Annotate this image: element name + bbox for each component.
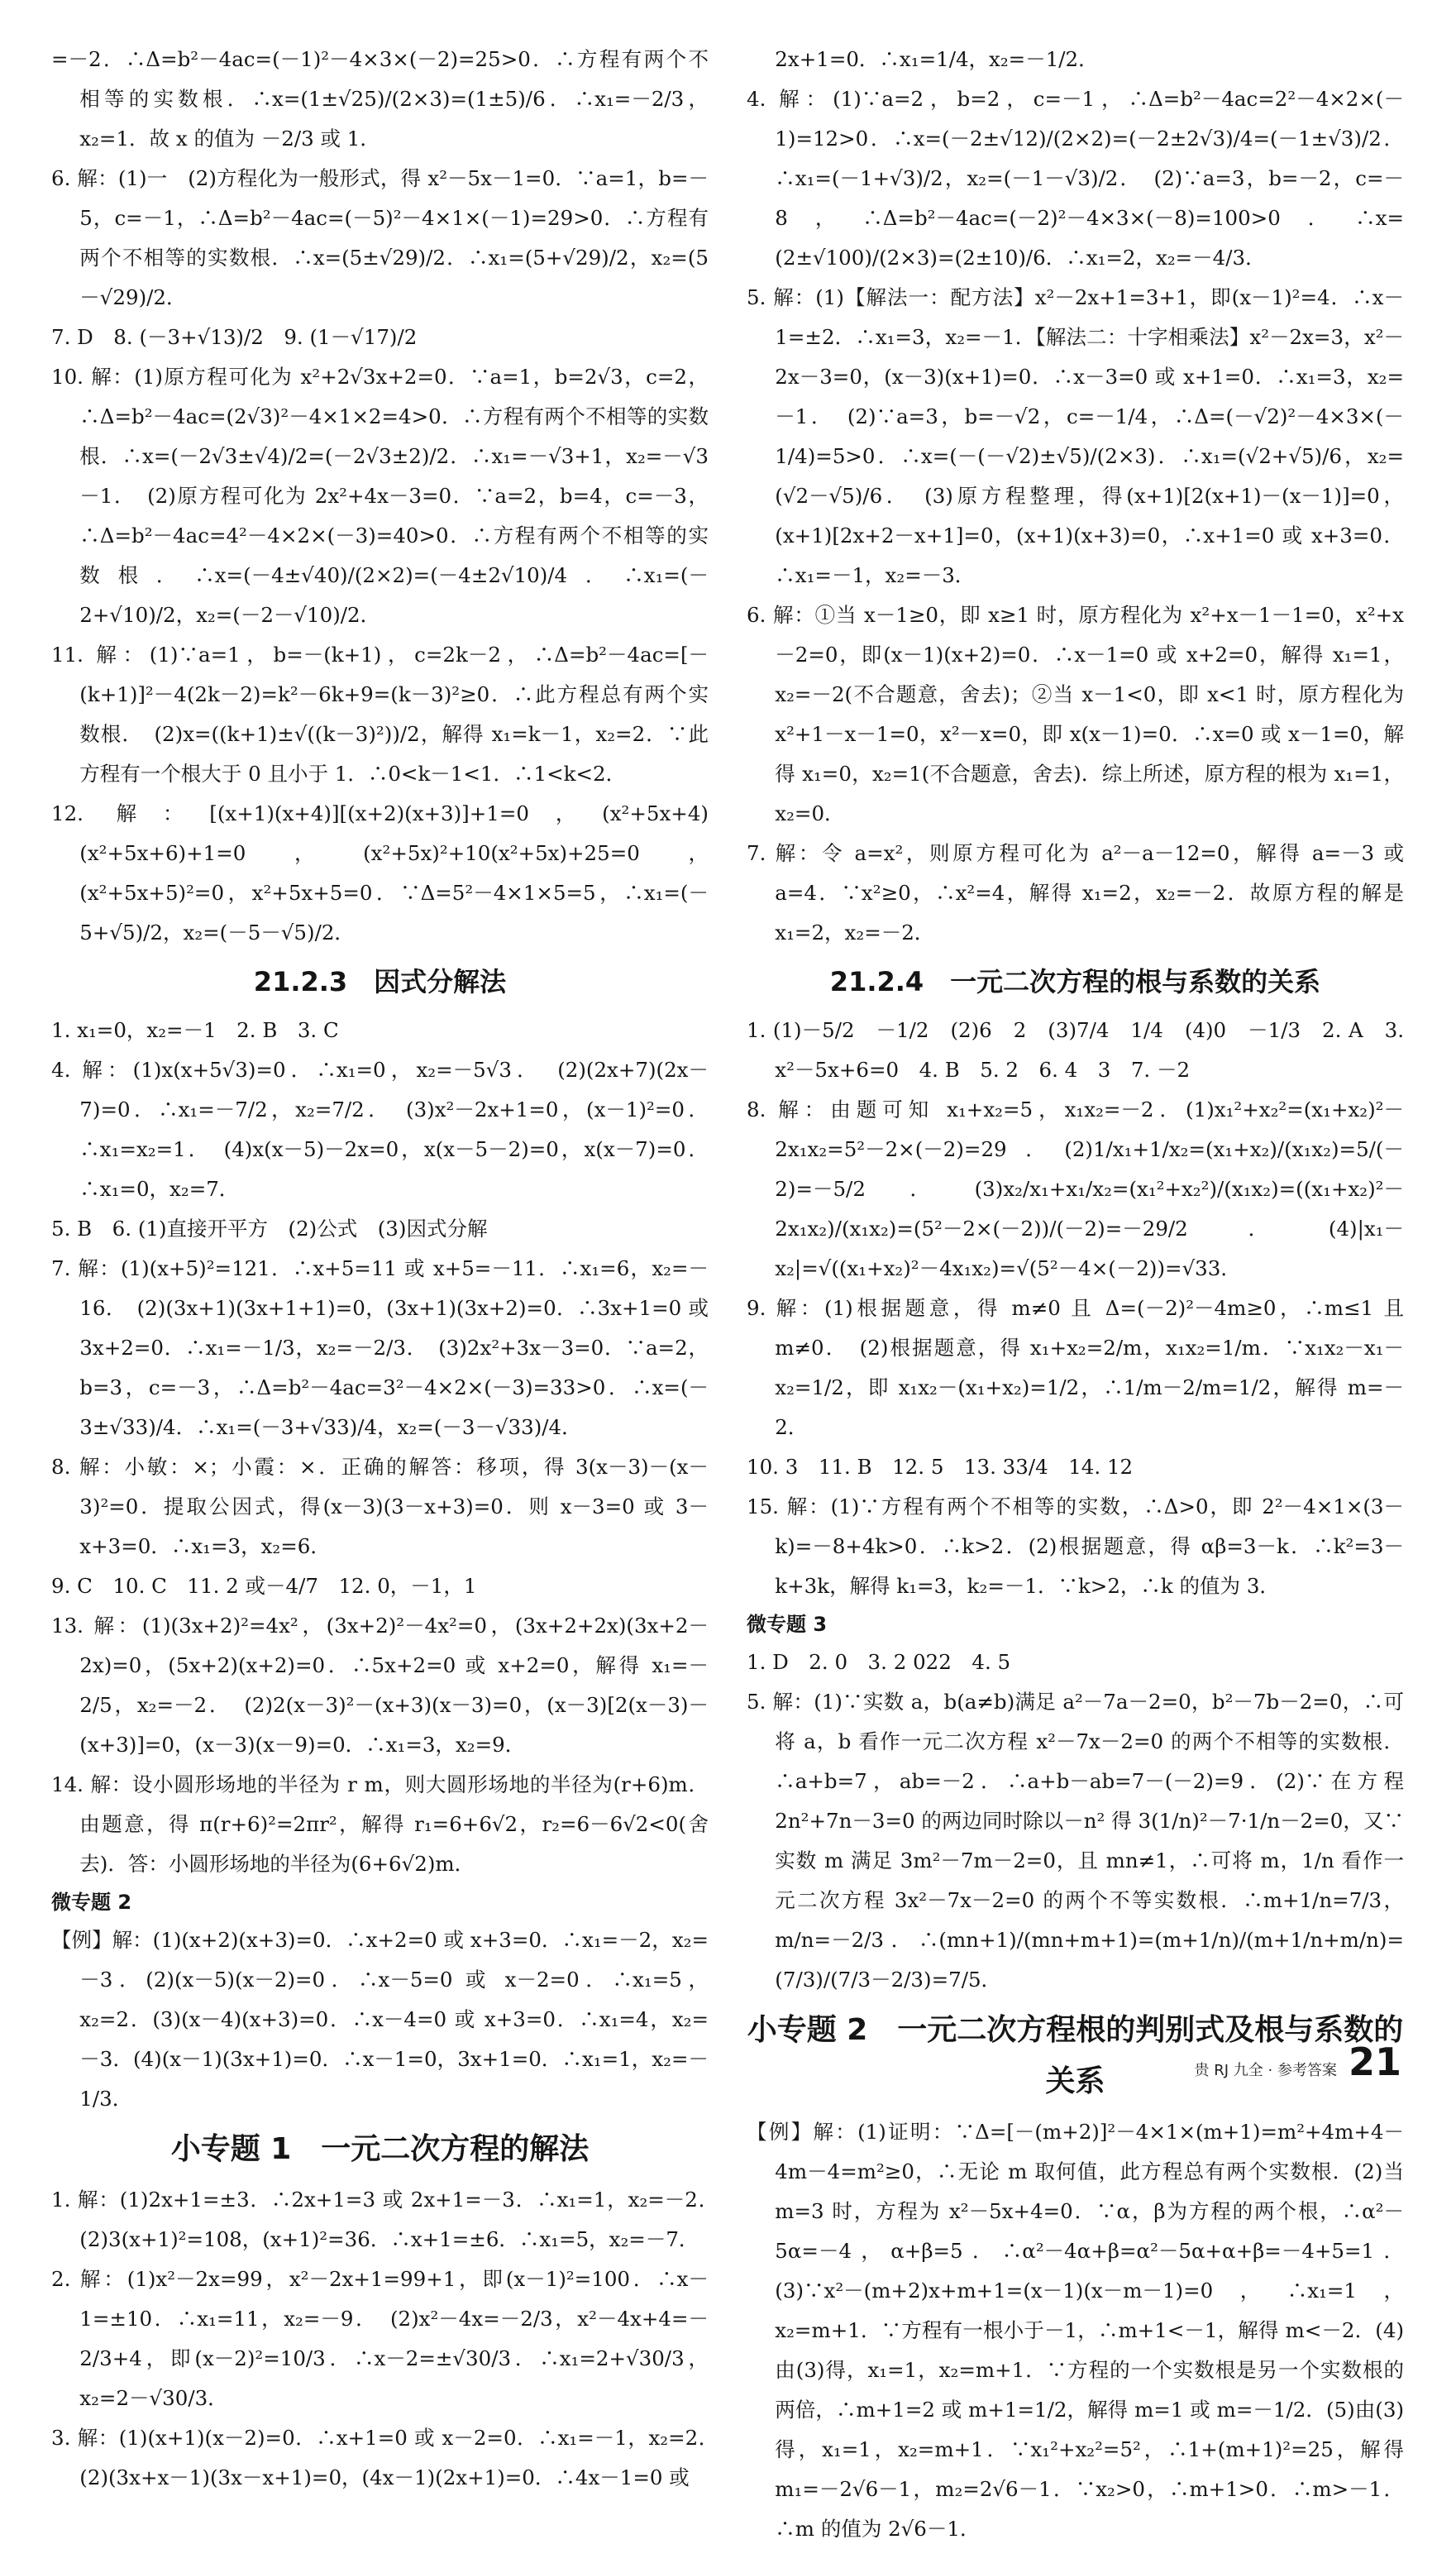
answer-paragraph: 9. C 10. C 11. 2 或－4/7 12. 0，－1，1 bbox=[51, 1574, 477, 1598]
answer-paragraph: 15. 解：(1)∵方程有两个不相等的实数，∴Δ>0，即 2²－4×1×(3－k)=－8+4k>0．∴k>2．(2)根据题意，得 αβ=3－k．∴k²=3－k+3k，解得 k₁=3，k₂=－1．∵k>2，∴k 的值为 3． bbox=[747, 1494, 1404, 1598]
answer-paragraph: 11. 解：(1)∵a=1，b=－(k+1)，c=2k－2，∴Δ=b²－4ac=[－(k+1)]²－4(2k－2)=k²－6k+9=(k－3)²≥0．∴此方程总有两个实数根． (2)x=((k+1)±√((k－3)²))/2，解得 x₁=k－1，x₂=2．∵此方程有一个根大于 0 且小于 1．∴0<k－1<1．∴1<k<2． bbox=[51, 643, 709, 786]
answer-paragraph: 3. 解：(1)(x+1)(x－2)=0．∴x+1=0 或 x－2=0．∴x₁=－1，x₂=2． (2)(3x+x－1)(3x－x+1)=0，(4x－1)(2x+1)=0．∴4x－1=0 或 bbox=[51, 2426, 729, 2489]
answer-paragraph: 12. 解：[(x+1)(x+4)][(x+2)(x+3)]+1=0，(x²+5x+4)(x²+5x+6)+1=0，(x²+5x)²+10(x²+5x)+25=0，(x²+5x+5)²=0，x²+5x+5=0．∵Δ=5²－4×1×5=5，∴x₁=(－5+√5)/2，x₂=(－5－√5)/2． bbox=[51, 801, 709, 945]
section-heading: 小专题 1 一元二次方程的解法 bbox=[170, 2132, 590, 2166]
left-column bbox=[51, 40, 729, 2549]
answer-paragraph: 7. 解：(1)(x+5)²=121．∴x+5=11 或 x+5=－11．∴x₁=6，x₂=－16． (2)(3x+1)(3x+1+1)=0，(3x+1)(3x+2)=0．∴3x+1=0 或 3x+2=0．∴x₁=－1/3，x₂=－2/3． (3)2x²+3x－3=0．∵a=2，b=3，c=－3，∴Δ=b²－4ac=3²－4×2×(－3)=33>0．∴x=(－3±√33)/4．∴x₁=(－3+√33)/4，x₂=(－3－√33)/4． bbox=[51, 1256, 709, 1439]
answer-paragraph: 5. B 6. (1)直接开平方 (2)公式 (3)因式分解 bbox=[51, 1217, 488, 1241]
answer-paragraph: 8. 解：由题可知 x₁+x₂=5，x₁x₂=－2．(1)x₁²+x₂²=(x₁+x₂)²－2x₁x₂=5²－2×(－2)=29．(2)1/x₁+1/x₂=(x₁+x₂)/(x₁x₂)=5/(－2)=－5/2．(3)x₂/x₁+x₁/x₂=(x₁²+x₂²)/(x₁x₂)=((x₁+x₂)²－2x₁x₂)/(x₁x₂)=(5²－2×(－2))/(－2)=－29/2．(4)|x₁－x₂|=√((x₁+x₂)²－4x₁x₂)=√(5²－4×(－2))=√33． bbox=[747, 1098, 1404, 1280]
section-heading: 21.2.3 因式分解法 bbox=[253, 966, 507, 997]
answer-paragraph: 1. 解：(1)2x+1=±3．∴2x+1=3 或 2x+1=－3．∴x₁=1，x₂=－2． (2)3(x+1)²=108，(x+1)²=36．∴x+1=±6．∴x₁=5，x₂=－7． bbox=[51, 2188, 729, 2251]
answer-paragraph: 5. 解：(1)∵实数 a，b(a≠b)满足 a²－7a－2=0，b²－7b－2=0，∴可将 a，b 看作一元二次方程 x²－7x－2=0 的两个不相等的实数根．∴a+b=7，ab=－2．∴a+b－ab=7－(－2)=9．(2)∵在方程 2n²+7n－3=0 的两边同时除以－n² 得 3(1/n)²－7·1/n－2=0，又∵实数 m 满足 3m²－7m－2=0，且 mn≠1，∴可将 m，1/n 看作一元二次方程 3x²－7x－2=0 的两个不等实数根．∴m+1/n=7/3，m/n=－2/3．∴(mn+1)/(mn+m+1)=(m+1/n)/(m+1/n+m/n)=(7/3)/(7/3－2/3)=7/5． bbox=[747, 1690, 1404, 1992]
subsection-label: 微专题 3 bbox=[747, 1613, 828, 1636]
answer-paragraph: 1. (1)－5/2 －1/2 (2)6 2 (3)7/4 1/4 (4)0 －1/3 2. A 3. x²－5x+6=0 4. B 5. 2 6. 4 3 7. －2 bbox=[747, 1018, 1404, 1082]
answer-paragraph: 【例】解：(1)证明：∵Δ=[－(m+2)]²－4×1×(m+1)=m²+4m+4－4m－4=m²≥0，∴无论 m 取何值，此方程总有两个实数根．(2)当 m=3 时，方程为 x²－5x+4=0．∵α，β为方程的两个根，∴α²－5α=－4，α+β=5．∴α²－4α+β=α²－5α+α+β=－4+5=1．(3)∵x²－(m+2)x+m+1=(x－1)(x－m－1)=0，∴x₁=1，x₂=m+1．∵方程有一根小于－1，∴m+1<－1，解得 m<－2．(4)由(3)得，x₁=1，x₂=m+1．∵方程的一个实数根是另一个实数根的两倍，∴m+1=2 或 m+1=1/2，解得 m=1 或 m=－1/2．(5)由(3)得，x₁=1，x₂=m+1．∵x₁²+x₂²=5²，∴1+(m+1)²=25，解得 m₁=－2√6－1，m₂=2√6－1．∵x₂>0，∴m+1>0．∴m>－1．∴m 的值为 2√6－1． bbox=[747, 2120, 1404, 2541]
subsection-label: 微专题 2 bbox=[51, 1891, 132, 1914]
answer-paragraph: 4. 解：(1)x(x+5√3)=0．∴x₁=0，x₂=－5√3． (2)(2x+7)(2x－7)=0．∴x₁=－7/2，x₂=7/2． (3)x²－2x+1=0，(x－1)²=0．∴x₁=x₂=1． (4)x(x－5)－2x=0，x(x－5－2)=0，x(x－7)=0．∴x₁=0，x₂=7． bbox=[51, 1058, 709, 1201]
answer-paragraph: 14. 解：设小圆形场地的半径为 r m，则大圆形场地的半径为(r+6)m．由题意，得 π(r+6)²=2πr²，解得 r₁=6+6√2，r₂=6－6√2<0(舍去)．答：小圆形场地的半径为(6+6√2)m． bbox=[51, 1772, 709, 1876]
page-number: 21 bbox=[1348, 2040, 1401, 2084]
footer-label: 贵 RJ 九全 · 参考答案 bbox=[1194, 2062, 1337, 2079]
right-column bbox=[747, 40, 1404, 2549]
answer-paragraph: 7. D 8. (－3+√13)/2 9. (1－√17)/2 bbox=[51, 325, 418, 349]
answer-paragraph: 2x+1=0．∴x₁=1/4，x₂=－1/2． bbox=[775, 47, 1099, 71]
answer-paragraph: 13. 解：(1)(3x+2)²=4x²，(3x+2)²－4x²=0，(3x+2+2x)(3x+2－2x)=0，(5x+2)(x+2)=0．∴5x+2=0 或 x+2=0，解得 x₁=－2/5，x₂=－2． (2)2(x－3)²－(x+3)(x－3)=0，(x－3)[2(x－3)－(x+3)]=0，(x－3)(x－9)=0．∴x₁=3，x₂=9． bbox=[51, 1614, 709, 1757]
section-heading: 小专题 2 一元二次方程根的判别式及根与系数的关系 bbox=[747, 2013, 1404, 2098]
page-footer bbox=[1195, 2040, 1401, 2084]
answer-paragraph: 【例】解：(1)(x+2)(x+3)=0．∴x+2=0 或 x+3=0．∴x₁=－2，x₂=－3．(2)(x－5)(x－2)=0．∴x－5=0 或 x－2=0．∴x₁=5，x₂=2．(3)(x－4)(x+3)=0．∴x－4=0 或 x+3=0．∴x₁=4，x₂=－3．(4)(x－1)(3x+1)=0．∴x－1=0，3x+1=0．∴x₁=1，x₂=－1/3． bbox=[51, 1928, 709, 2111]
answer-paragraph: 10. 解：(1)原方程可化为 x²+2√3x+2=0．∵a=1，b=2√3，c=2，∴Δ=b²－4ac=(2√3)²－4×1×2=4>0．∴方程有两个不相等的实数根．∴x=(－2√3±√4)/2=(－2√3±2)/2．∴x₁=－√3+1，x₂=－√3－1． (2)原方程可化为 2x²+4x－3=0．∵a=2，b=4，c=－3，∴Δ=b²－4ac=4²－4×2×(－3)=40>0．∴方程有两个不相等的实数根．∴x=(－4±√40)/(2×2)=(－4±2√10)/4．∴x₁=(－2+√10)/2，x₂=(－2－√10)/2． bbox=[51, 365, 709, 627]
answer-paragraph: 2. 解：(1)x²－2x=99，x²－2x+1=99+1，即(x－1)²=100．∴x－1=±10．∴x₁=11，x₂=－9． (2)x²－4x=－2/3，x²－4x+4=－2/3+4，即(x－2)²=10/3．∴x－2=±√30/3．∴x₁=2+√30/3，x₂=2－√30/3． bbox=[51, 2267, 709, 2410]
answer-paragraph: =－2．∴Δ=b²－4ac=(－1)²－4×3×(－2)=25>0．∴方程有两个不相等的实数根．∴x=(1±√25)/(2×3)=(1±5)/6．∴x₁=－2/3，x₂=1．故 x 的值为 －2/3 或 1． bbox=[51, 47, 709, 151]
answer-paragraph: 6. 解：①当 x－1≥0，即 x≥1 时，原方程化为 x²+x－1－1=0，x²+x－2=0，即(x－1)(x+2)=0．∴x－1=0 或 x+2=0，解得 x₁=1，x₂=－2(不合题意，舍去)；②当 x－1<0，即 x<1 时，原方程化为 x²+1－x－1=0，x²－x=0，即 x(x－1)=0．∴x=0 或 x－1=0，解得 x₁=0，x₂=1(不合题意，舍去)．综上所述，原方程的根为 x₁=1，x₂=0． bbox=[747, 603, 1404, 825]
answer-paragraph: 9. 解：(1)根据题意，得 m≠0 且 Δ=(－2)²－4m≥0，∴m≤1 且 m≠0． (2)根据题意，得 x₁+x₂=2/m，x₁x₂=1/m．∵x₁x₂－x₁－x₂=1/2，即 x₁x₂－(x₁+x₂)=1/2，∴1/m－2/m=1/2，解得 m=－2． bbox=[747, 1296, 1404, 1439]
answer-paragraph: 10. 3 11. B 12. 5 13. 33/4 14. 12 bbox=[747, 1455, 1134, 1479]
answer-paragraph: 6. 解：(1)一 (2)方程化为一般形式，得 x²－5x－1=0．∵a=1，b=－5，c=－1，∴Δ=b²－4ac=(－5)²－4×1×(－1)=29>0．∴方程有两个不相等的实数根．∴x=(5±√29)/2．∴x₁=(5+√29)/2，x₂=(5－√29)/2． bbox=[51, 166, 709, 309]
section-heading: 21.2.4 一元二次方程的根与系数的关系 bbox=[829, 966, 1321, 997]
answer-paragraph: 1. x₁=0，x₂=－1 2. B 3. C bbox=[51, 1018, 339, 1042]
answer-paragraph: 7. 解：令 a=x²，则原方程可化为 a²－a－12=0，解得 a=－3 或 a=4．∵x²≥0，∴x²=4，解得 x₁=2，x₂=－2．故原方程的解是 x₁=2，x₂=－2． bbox=[747, 841, 1404, 945]
answer-paragraph: 4. 解：(1)∵a=2，b=2，c=－1，∴Δ=b²－4ac=2²－4×2×(－1)=12>0．∴x=(－2±√12)/(2×2)=(－2±2√3)/4=(－1±√3)/2．∴x₁=(－1+√3)/2，x₂=(－1－√3)/2． (2)∵a=3，b=－2，c=－8，∴Δ=b²－4ac=(－2)²－4×3×(－8)=100>0．∴x=(2±√100)/(2×3)=(2±10)/6．∴x₁=2，x₂=－4/3． bbox=[747, 87, 1404, 270]
answer-paragraph: 8. 解：小敏：×；小霞：×．正确的解答：移项，得 3(x－3)－(x－3)²=0．提取公因式，得(x－3)(3－x+3)=0．则 x－3=0 或 3－x+3=0．∴x₁=3，x₂=6． bbox=[51, 1455, 709, 1558]
answer-paragraph: 1. D 2. 0 3. 2 022 4. 5 bbox=[747, 1650, 1011, 1674]
answer-paragraph: 5. 解：(1)【解法一：配方法】x²－2x+1=3+1，即(x－1)²=4．∴x－1=±2．∴x₁=3，x₂=－1．【解法二：十字相乘法】x²－2x=3，x²－2x－3=0，(x－3)(x+1)=0．∴x－3=0 或 x+1=0．∴x₁=3，x₂=－1． (2)∵a=3，b=－√2，c=－1/4，∴Δ=(－√2)²－4×3×(－1/4)=5>0．∴x=(－(－√2)±√5)/(2×3)．∴x₁=(√2+√5)/6，x₂=(√2－√5)/6． (3)原方程整理，得(x+1)[2(x+1)－(x－1)]=0，(x+1)[2x+2－x+1]=0，(x+1)(x+3)=0，∴x+1=0 或 x+3=0．∴x₁=－1，x₂=－3． bbox=[747, 285, 1404, 587]
